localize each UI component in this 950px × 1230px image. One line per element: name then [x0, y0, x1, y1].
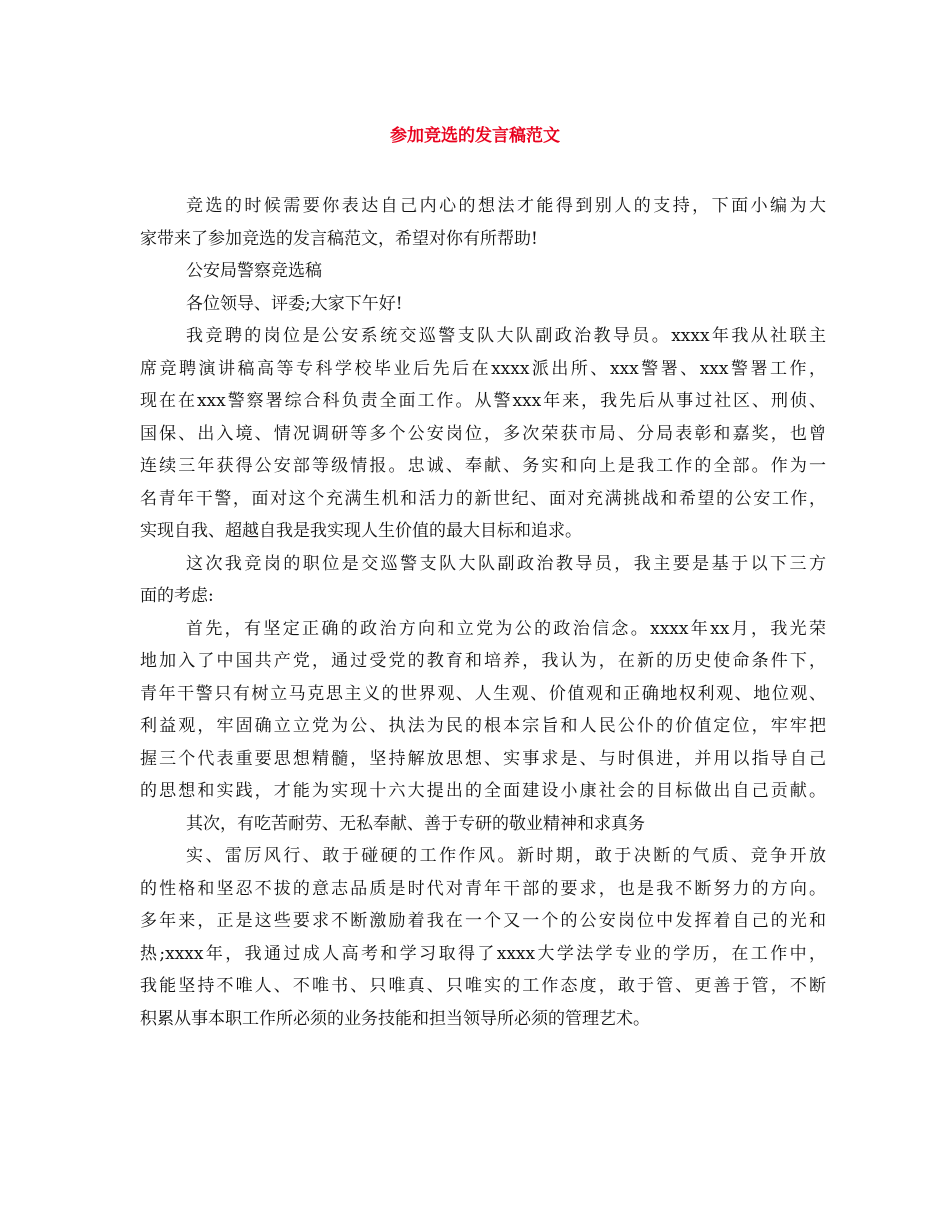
paragraph-line: 面的考虑: — [140, 586, 214, 606]
document-body — [140, 190, 826, 1035]
paragraph-line: 其次，有吃苦耐劳、无私奉献、善于专研的敬业精神和求真务 — [186, 813, 645, 834]
paragraph-line: 积累从事本职工作所必须的业务技能和担当领导所必须的管理艺术。 — [140, 1008, 650, 1029]
paragraph-line: 的思想和实践，才能为实现十六大提出的全面建设小康社会的目标做出自己贡献。 — [140, 781, 826, 801]
paragraph-line: 我竞聘的岗位是公安系统交巡警支队大队副政治教导员。xxxx年我从社联主 — [186, 326, 826, 346]
paragraph-line: 利益观，牢固确立立党为公、执法为民的根本宗旨和人民公仆的价值定位，牢牢把 — [140, 716, 826, 736]
paragraph-line: 地加入了中国共产党，通过受党的教育和培养，我认为，在新的历史使命条件下， — [140, 651, 826, 671]
paragraph-line: 竞选的时候需要你表达自己内心的想法才能得到别人的支持，下面小编为大 — [186, 196, 826, 216]
paragraph-line: 多年来，正是这些要求不断激励着我在一个又一个的公安岗位中发挥着自己的光和 — [140, 911, 826, 931]
document-title: 参加竞选的发言稿范文 — [390, 126, 560, 146]
paragraph-line: 的性格和坚忍不拔的意志品质是时代对青年干部的要求，也是我不断努力的方向。 — [140, 878, 826, 899]
paragraph-line: 青年干警只有树立马克思主义的世界观、人生观、价值观和正确地权利观、地位观、 — [140, 683, 826, 704]
paragraph-line: 公安局警察竞选稿 — [186, 261, 322, 281]
paragraph-line: 现在在xxx警察署综合科负责全面工作。从警xxx年来，我先后从事过社区、刑侦、 — [140, 391, 826, 411]
paragraph-line: 各位领导、评委;大家下午好! — [186, 293, 403, 314]
paragraph-line: 这次我竞岗的职位是交巡警支队大队副政治教导员，我主要是基于以下三方 — [186, 553, 826, 574]
paragraph-line: 实、雷厉风行、敢于碰硬的工作作风。新时期，敢于决断的气质、竞争开放 — [186, 846, 826, 866]
paragraph-line: 家带来了参加竞选的发言稿范文，希望对你有所帮助! — [140, 228, 538, 249]
paragraph-line: 席竞聘演讲稿高等专科学校毕业后先后在xxxx派出所、xxx警署、xxx警署工作， — [140, 358, 826, 379]
paragraph-line: 握三个代表重要思想精髓，坚持解放思想、实事求是、与时俱进，并用以指导自己 — [140, 748, 826, 769]
paragraph-line: 我能坚持不唯人、不唯书、只唯真、只唯实的工作态度，敢于管、更善于管，不断 — [140, 976, 826, 996]
paragraph-line: 热;xxxx年，我通过成人高考和学习取得了xxxx大学法学专业的学历，在工作中， — [140, 943, 826, 964]
paragraph-line: 实现自我、超越自我是我实现人生价值的最大目标和追求。 — [140, 521, 582, 541]
paragraph-line: 连续三年获得公安部等级情报。忠诚、奉献、务实和向上是我工作的全部。作为一 — [140, 456, 826, 476]
paragraph-line: 首先，有坚定正确的政治方向和立党为公的政治信念。xxxx年xx月，我光荣 — [186, 618, 826, 639]
paragraph-line: 名青年干警，面对这个充满生机和活力的新世纪、面对充满挑战和希望的公安工作， — [140, 488, 826, 509]
paragraph-line: 国保、出入境、情况调研等多个公安岗位，多次荣获市局、分局表彰和嘉奖，也曾 — [140, 423, 826, 444]
